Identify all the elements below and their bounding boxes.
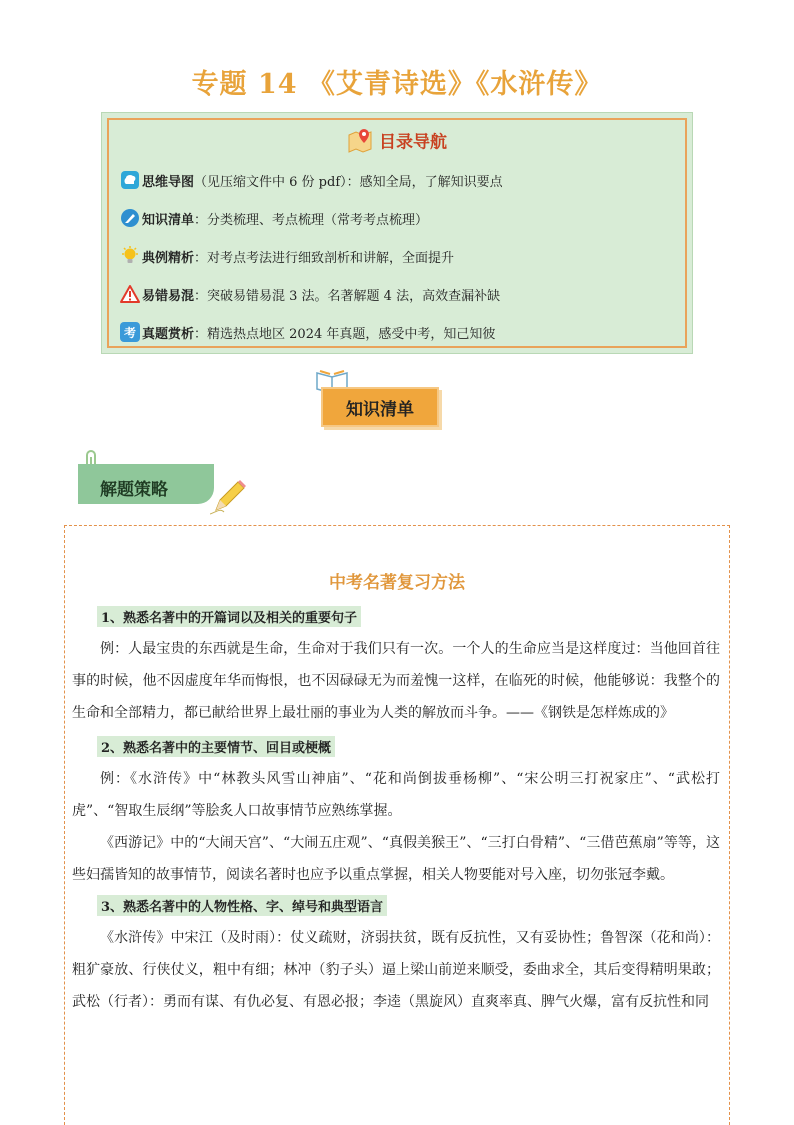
- strategy-tab-label: 解题策略: [100, 480, 168, 500]
- toc-heading-label: 目录导航: [379, 132, 447, 153]
- toc-item-key: 思维导图: [142, 174, 195, 190]
- toc-item-mindmap[interactable]: [120, 170, 503, 190]
- toc-item-text: （见压缩文件中 6 份 pdf）：感知全局，了解知识要点: [194, 174, 503, 190]
- pencil-icon: [210, 476, 250, 520]
- point-heading: 3、熟悉名著中的人物性格、字、绰号和典型语言: [97, 895, 387, 916]
- paragraph: 例：人最宝贵的东西就是生命，生命对于我们只有一次。一个人的生命应当是这样度过：当他回首往事的时候，他不因虚度年华而悔恨，也不因碌碌无为而羞愧一这样，在临死的时候，他能够说：我整个的生命和全部精力，都已献给世界上最壮丽的事业为人类的解放而斗争。——《钢铁是怎样炼成的》: [72, 641, 720, 721]
- paragraph: 《西游记》中的“大闹天宫”、“大闹五庄观”、“真假美猴王”、“三打白骨精”、“三借芭蕉扇”等等，这些妇孺皆知的故事情节，阅读名著时也应予以重点掌握，相关人物要能对号入座，切勿张冠李戴。: [72, 835, 720, 883]
- map-pin-icon: [347, 127, 375, 158]
- toc-item-key: 典例精析: [142, 250, 195, 266]
- toc-item-past-exams[interactable]: [120, 322, 495, 342]
- toc-item-key: 易错易混: [142, 288, 195, 304]
- lightbulb-icon: [120, 246, 140, 266]
- toc-item-text: ：突破易错易混 3 法。名著解题 4 法，高效查漏补缺: [194, 288, 501, 304]
- toc-item-pitfalls[interactable]: [120, 284, 500, 304]
- toc-item-text: ：分类梳理、考点梳理（常考考点梳理）: [194, 212, 429, 228]
- page-title: 专题 14 《艾青诗选》《水浒传》: [191, 69, 603, 100]
- toc-item-examples[interactable]: [120, 246, 454, 266]
- paragraph: 《水浒传》中宋江（及时雨）：仗义疏财，济弱扶贫，既有反抗性，又有妥协性；鲁智深（花和尚）：粗犷豪放、行侠仗义，粗中有细；林冲（豹子头）逼上梁山前逆来顺受，委曲求全，其后变得精明果敢；武松（行者）：勇而有谋、有仇必复、有恩必报；李逵（黑旋风）直爽率真、脾气火爆，富有反抗性和同: [72, 930, 720, 1010]
- warning-icon: [120, 284, 140, 304]
- strategy-tab: [78, 458, 248, 516]
- brain-icon: [120, 170, 140, 190]
- paragraph: 例：《水浒传》中“林教头风雪山神庙”、“花和尚倒拔垂杨柳”、“宋公明三打祝家庄”、“武松打虎”、“智取生辰纲”等脍炙人口故事情节应熟练掌握。: [72, 771, 720, 819]
- toc-panel: [101, 112, 693, 354]
- point-heading: 1、熟悉名著中的开篇词以及相关的重要句子: [97, 606, 361, 627]
- section-title: 中考名著复习方法: [329, 573, 465, 593]
- toc-item-key: 真题赏析: [142, 326, 195, 342]
- toc-item-text: ：精选热点地区 2024 年真题，感受中考，知己知彼: [194, 326, 496, 342]
- badge-label: 知识清单: [346, 400, 414, 420]
- toc-heading: [102, 127, 692, 158]
- point-heading: 2、熟悉名著中的主要情节、回目或梗概: [97, 736, 335, 757]
- toc-item-key: 知识清单: [142, 212, 195, 228]
- toc-item-checklist[interactable]: [120, 208, 428, 228]
- pencil-badge-icon: [120, 208, 140, 228]
- toc-item-text: ：对考点考法进行细致剖析和讲解，全面提升: [194, 250, 455, 266]
- exam-icon: 考: [120, 322, 140, 342]
- knowledge-checklist-badge: [321, 383, 439, 427]
